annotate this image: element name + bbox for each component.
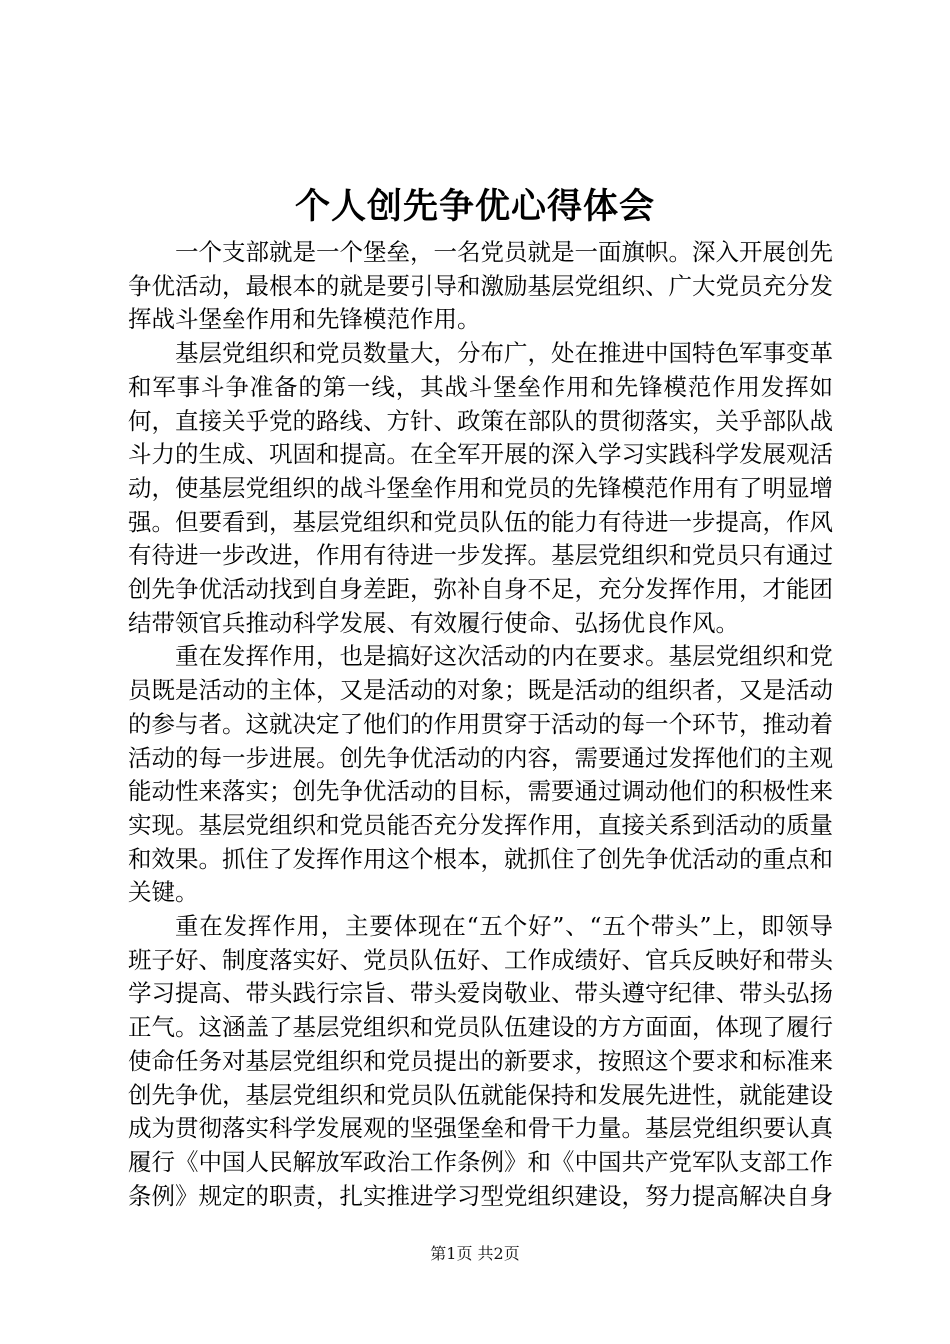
- paragraph: 基层党组织和党员数量大，分布广，处在推进中国特色军事变革和军事斗争准备的第一线，其战斗堡垒作用和先锋模范作用发挥如何，直接关乎党的路线、方针、政策在部队的贯彻落实，关乎部队战斗力的生成、巩固和提高。在全军开展的深入学习实践科学发展观活动，使基层党组织的战斗堡垒作用和党员的先锋模范作用有了明显增强。但要看到，基层党组织和党员队伍的能力有待进一步提高，作风有待进一步改进，作用有待进一步发挥。基层党组织和党员只有通过创先争优活动找到自身差距，弥补自身不足，充分发挥作用，才能团结带领官兵推动科学发展、有效履行使命、弘扬优良作风。: [128, 339, 833, 637]
- paragraph: 重在发挥作用，主要体现在“五个好”、“五个带头”上，即领导班子好、制度落实好、党员队伍好、工作成绩好、官兵反映好和带头学习提高、带头践行宗旨、带头爱岗敬业、带头遵守纪律、带头弘扬正气。这涵盖了基层党组织和党员队伍建设的方方面面，体现了履行使命任务对基层党组织和党员提出的新要求，按照这个要求和标准来创先争优，基层党组织和党员队伍就能保持和发展先进性，就能建设成为贯彻落实科学发展观的坚强堡垒和骨干力量。基层党组织要认真履行《中国人民解放军政治工作条例》和《中国共产党军队支部工作条例》规定的职责，扎实推进学习型党组织建设，努力提高解决自身: [128, 912, 833, 1210]
- paragraph: 一个支部就是一个堡垒，一名党员就是一面旗帜。深入开展创先争优活动，最根本的就是要引导和激励基层党组织、广大党员充分发挥战斗堡垒作用和先锋模范作用。: [128, 238, 833, 334]
- document-title: 个人创先争优心得体会: [294, 186, 655, 227]
- document-body: [128, 236, 833, 1213]
- page-footer: 第1页 共2页: [430, 1244, 520, 1263]
- paragraph: 重在发挥作用，也是搞好这次活动的内在要求。基层党组织和党员既是活动的主体，又是活动的对象；既是活动的组织者，又是活动的参与者。这就决定了他们的作用贯穿于活动的每一个环节，推动着活动的每一步进展。创先争优活动的内容，需要通过发挥他们的主观能动性来落实；创先争优活动的目标，需要通过调动他们的积极性来实现。基层党组织和党员能否充分发挥作用，直接关系到活动的质量和效果。抓住了发挥作用这个根本，就抓住了创先争优活动的重点和关键。: [128, 642, 833, 907]
